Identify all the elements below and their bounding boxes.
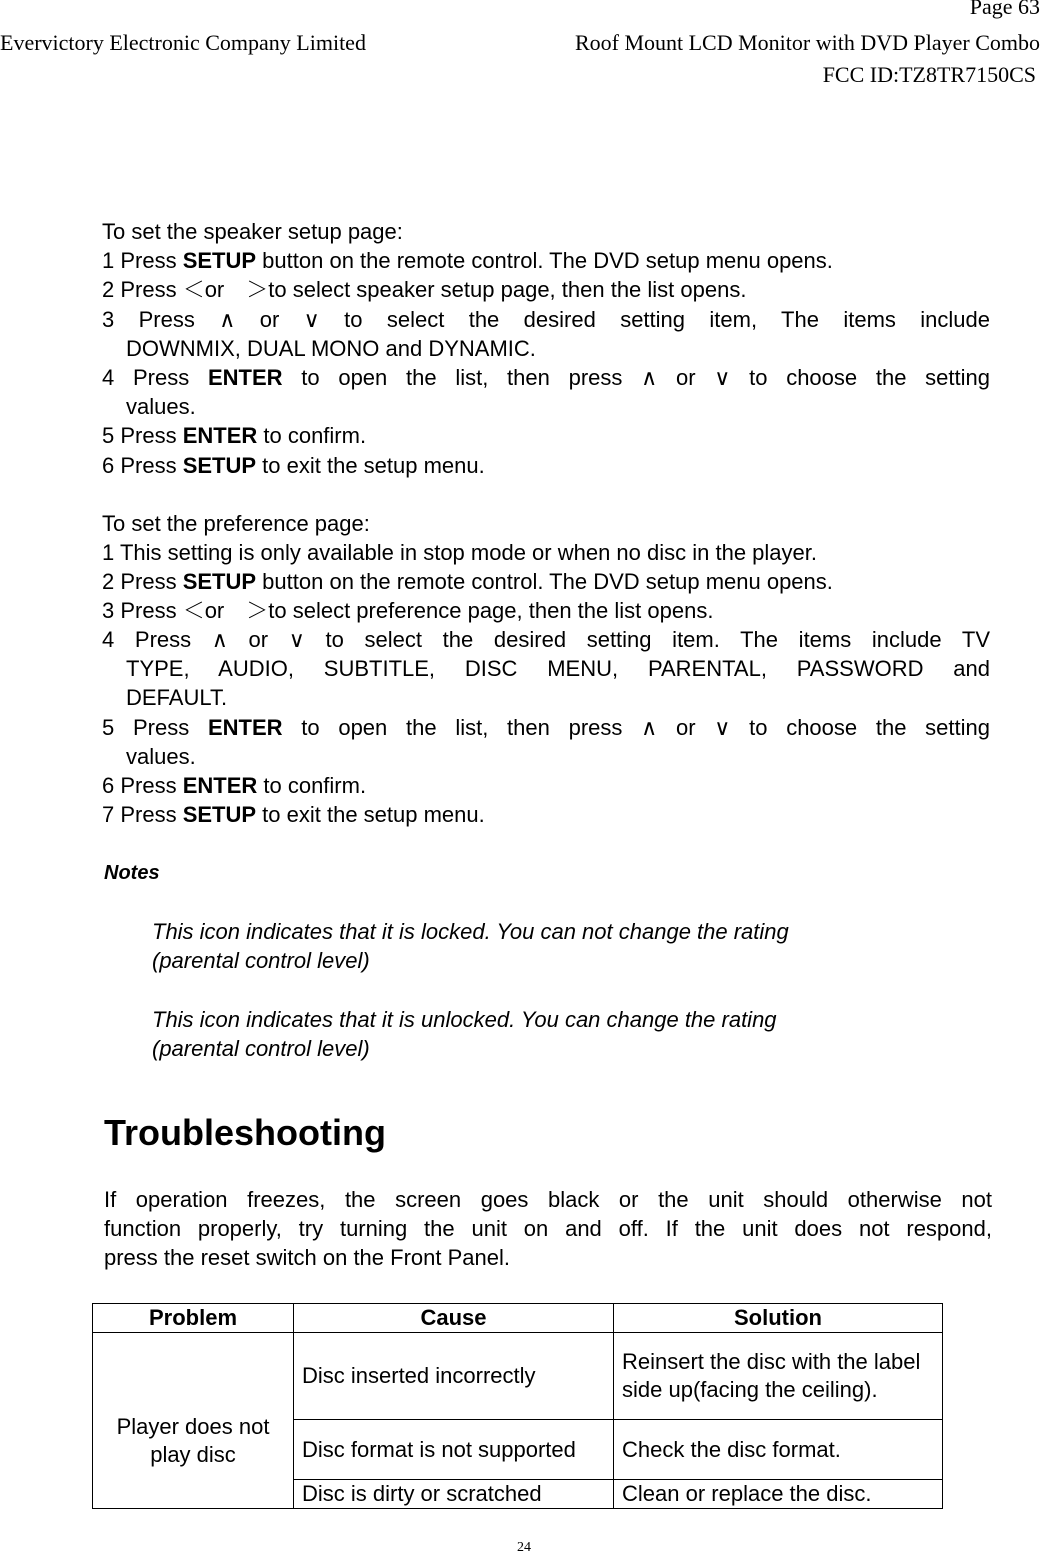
- speaker-step-2: 2 Press ＜or ＞to select speaker setup page, then the list opens.: [102, 277, 747, 302]
- preference-step-1: 1 This setting is only available in stop mode or when no disc in the player.: [102, 540, 817, 565]
- preference-step-4: 4 Press ∧ or ∨ to select the desired setting item. The items include TV: [102, 627, 990, 652]
- note-locked: This icon indicates that it is locked. You can not change the rating: [152, 919, 789, 944]
- troubleshooting-table: [92, 1303, 943, 1509]
- note-locked-cont: (parental control level): [152, 948, 370, 973]
- preference-step-5-cont: values.: [126, 744, 196, 769]
- solution-cell: Check the disc format.: [614, 1420, 943, 1480]
- troubleshooting-para-1: If operation freezes, the screen goes black or the unit should otherwise not: [104, 1187, 992, 1212]
- page-number: 24: [517, 1540, 531, 1555]
- troubleshooting-para-3: press the reset switch on the Front Panel.: [104, 1245, 510, 1270]
- product-name: Roof Mount LCD Monitor with DVD Player Combo: [574, 30, 1040, 55]
- troubleshooting-heading: Troubleshooting: [104, 1112, 386, 1153]
- speaker-step-3-cont: DOWNMIX, DUAL MONO and DYNAMIC.: [126, 336, 536, 361]
- troubleshooting-para-2: function properly, try turning the unit on and off. If the unit does not respond,: [104, 1216, 992, 1241]
- speaker-step-4: 4 Press ENTER to open the list, then press ∧ or ∨ to choose the setting: [102, 365, 991, 390]
- speaker-step-3: 3 Press ∧ or ∨ to select the desired setting item, The items include: [102, 307, 990, 332]
- note-unlocked: This icon indicates that it is unlocked. You can change the rating: [152, 1007, 777, 1032]
- preference-step-2: 2 Press SETUP button on the remote control. The DVD setup menu opens.: [102, 569, 833, 594]
- note-unlocked-cont: (parental control level): [152, 1036, 370, 1061]
- preference-setup-title: To set the preference page:: [102, 511, 370, 536]
- cause-cell: Disc inserted incorrectly: [294, 1333, 614, 1420]
- fcc-id: FCC ID:TZ8TR7150CS: [822, 62, 1036, 87]
- problem-cell: Player does not play disc: [93, 1333, 294, 1509]
- company-name: Evervictory Electronic Company Limited: [0, 30, 366, 55]
- speaker-step-6: 6 Press SETUP to exit the setup menu.: [102, 453, 485, 478]
- cause-cell: Disc is dirty or scratched: [294, 1480, 614, 1509]
- table-header-row: [93, 1304, 943, 1333]
- preference-step-3: 3 Press ＜or ＞to select preference page, then the list opens.: [102, 598, 714, 623]
- speaker-step-4-cont: values.: [126, 394, 196, 419]
- speaker-step-5: 5 Press ENTER to confirm.: [102, 423, 367, 448]
- page-label: Page 63: [969, 0, 1040, 19]
- preference-step-6: 6 Press ENTER to confirm.: [102, 773, 367, 798]
- table-row: [93, 1333, 943, 1420]
- solution-cell: Reinsert the disc with the label side up(facing the ceiling).: [614, 1333, 943, 1420]
- preference-step-4-cont: TYPE, AUDIO, SUBTITLE, DISC MENU, PARENTAL, PASSWORD and: [126, 656, 990, 681]
- preference-step-7: 7 Press SETUP to exit the setup menu.: [102, 802, 485, 827]
- solution-cell: Clean or replace the disc.: [614, 1480, 943, 1509]
- preference-step-5: 5 Press ENTER to open the list, then press ∧ or ∨ to choose the setting: [102, 715, 991, 740]
- header-solution: Solution: [614, 1304, 943, 1333]
- header-cause: Cause: [294, 1304, 614, 1333]
- preference-step-4-cont2: DEFAULT.: [126, 685, 228, 710]
- notes-title: Notes: [104, 862, 160, 884]
- cause-cell: Disc format is not supported: [294, 1420, 614, 1480]
- speaker-step-1: 1 Press SETUP button on the remote control. The DVD setup menu opens.: [102, 248, 833, 273]
- header-problem: Problem: [93, 1304, 294, 1333]
- speaker-setup-title: To set the speaker setup page:: [102, 219, 403, 244]
